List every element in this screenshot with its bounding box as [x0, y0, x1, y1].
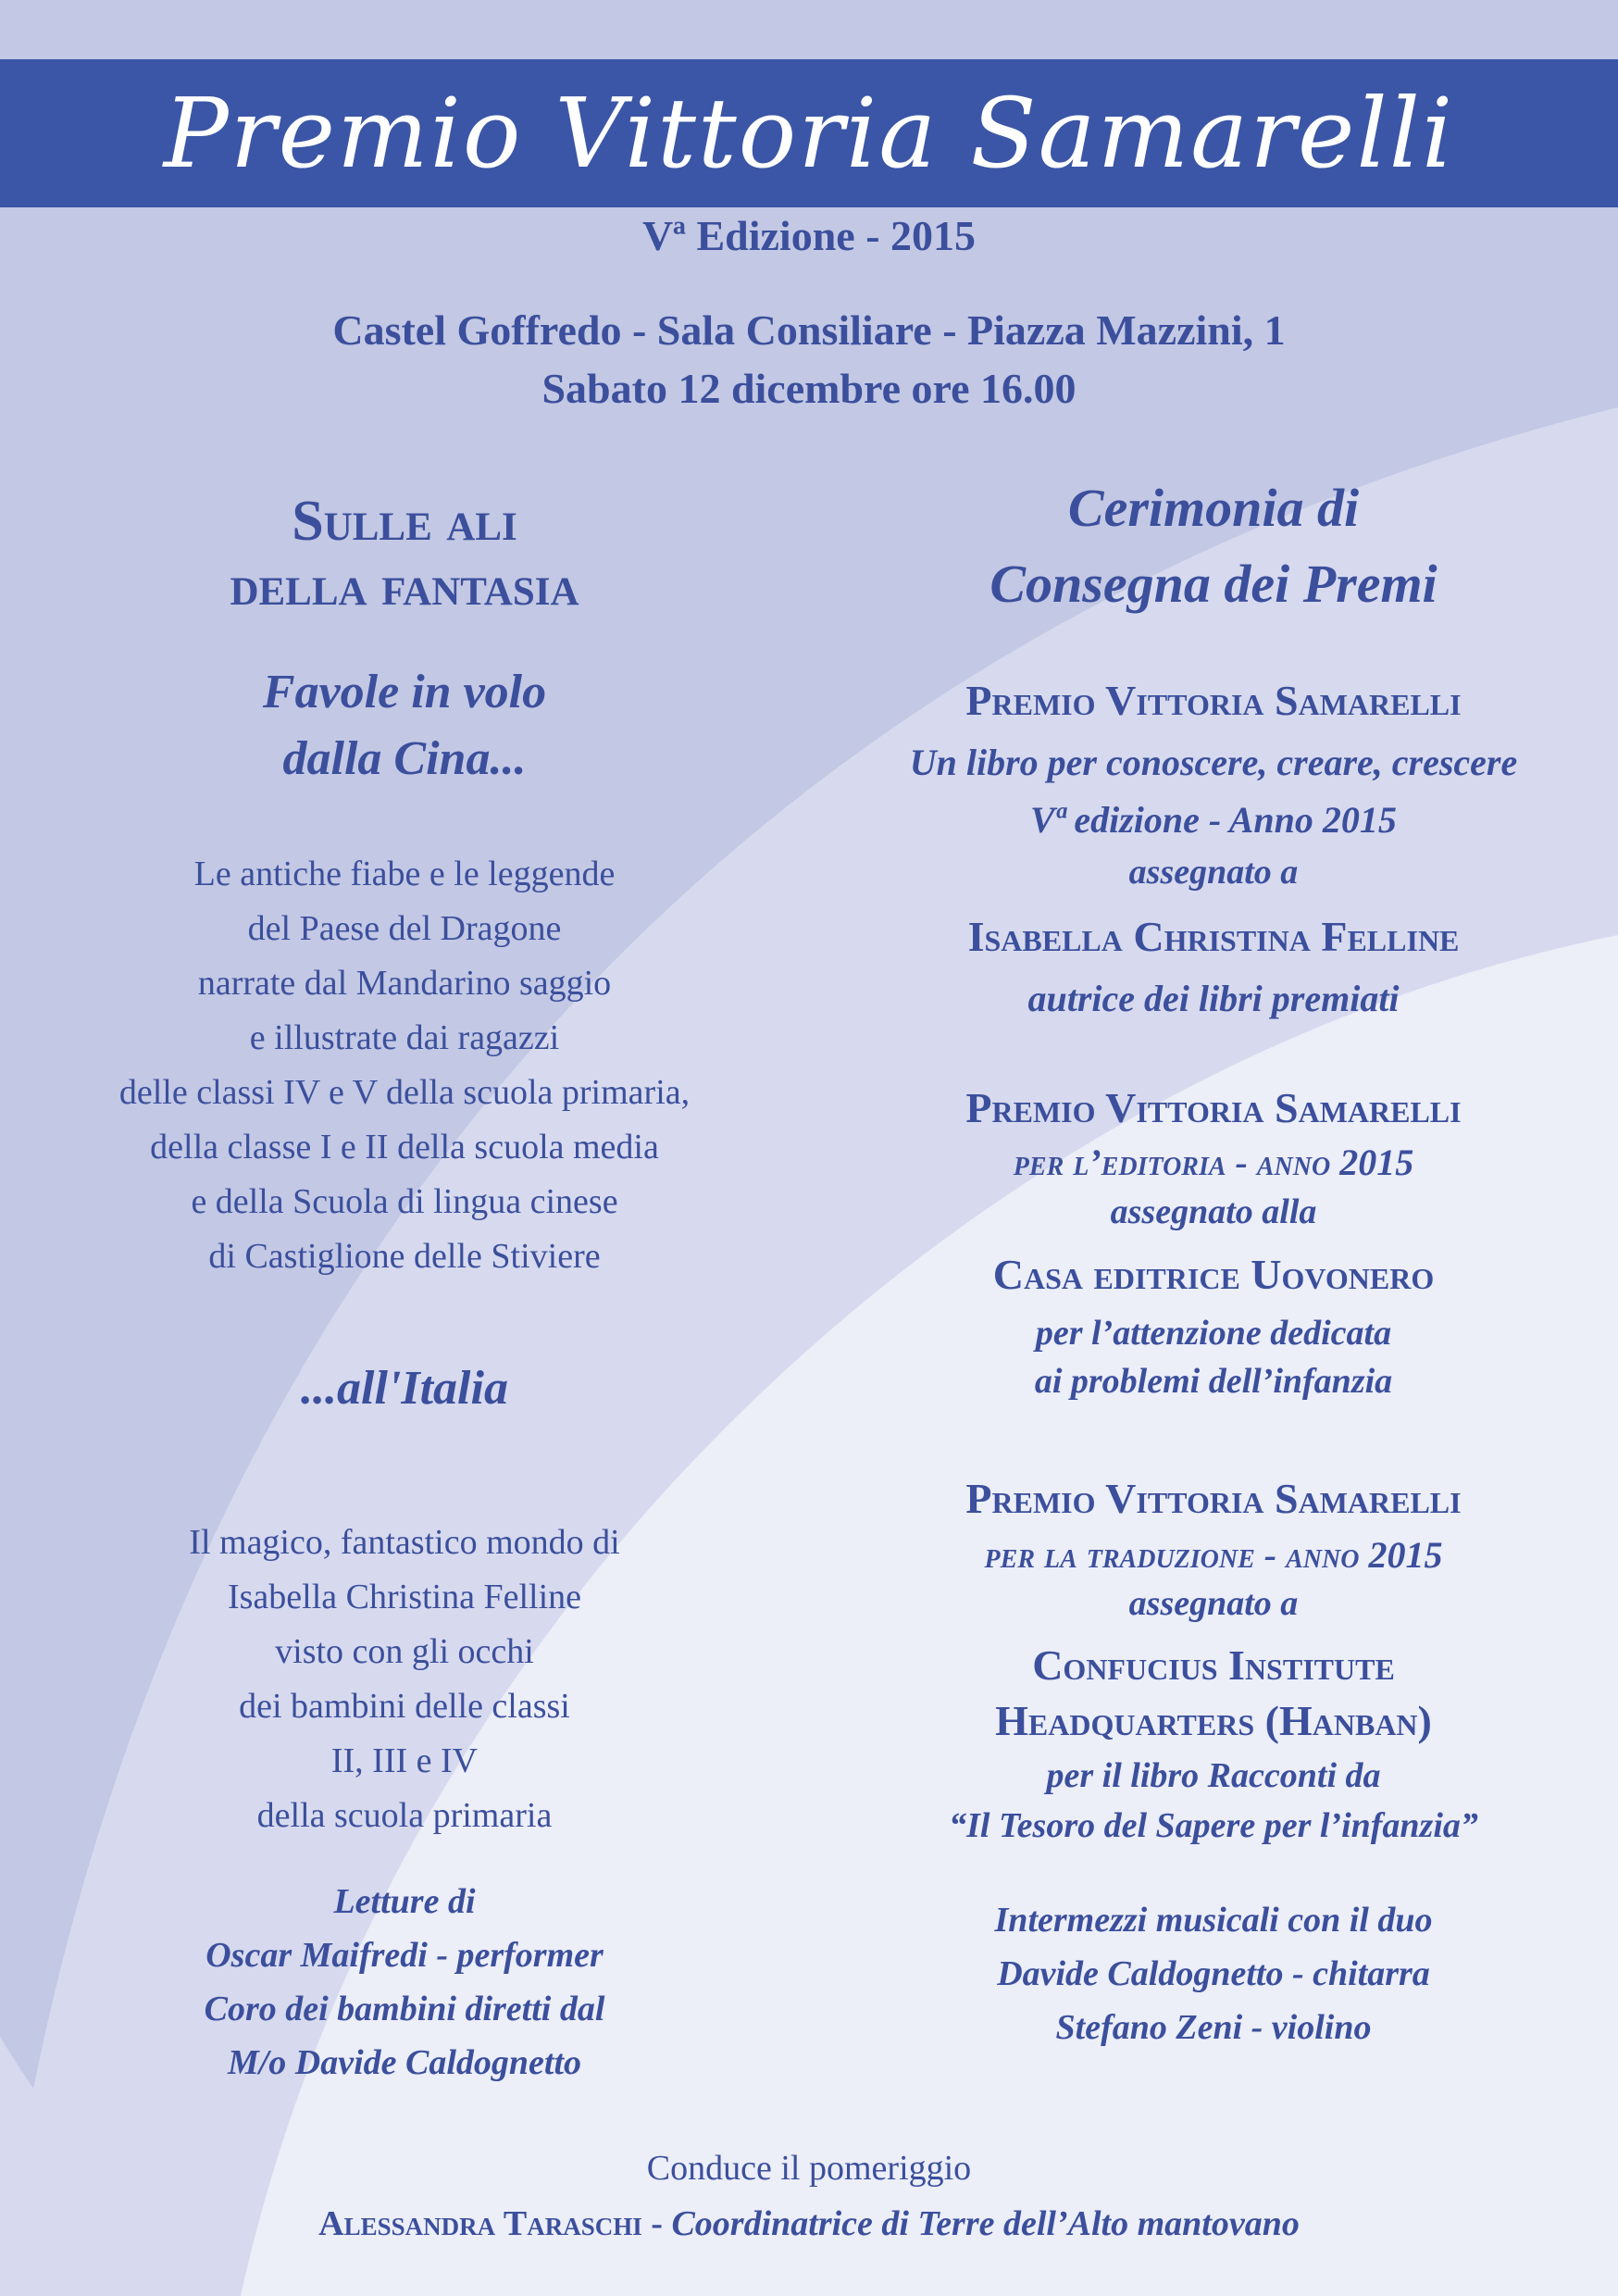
prize1-winner: Isabella Christina Felline — [967, 913, 1460, 960]
left-desc1-line: delle classi IV e V della scuola primaria, — [118, 1073, 691, 1112]
left-subtitle-line2: dalla Cina... — [282, 732, 527, 785]
music-line: Davide Caldognetto - chitarra — [997, 1954, 1430, 1993]
prize3-line1: per la traduzione - anno 2015 — [984, 1534, 1443, 1576]
prize3-note2: “Il Tesoro del Sapere per l’infanzia” — [949, 1806, 1478, 1845]
footer-role: Coordinatrice di Terre dell’Alto mantovano — [671, 2204, 1300, 2243]
left-readings-line: Oscar Maifredi - performer — [205, 1936, 604, 1975]
prize1-assigned: assegnato a — [1128, 853, 1299, 892]
left-desc1-line: del Paese del Dragone — [247, 909, 562, 948]
prize2-note2: ai problemi dell’infanzia — [1034, 1362, 1393, 1401]
right-title-line1: Cerimonia di — [1067, 478, 1360, 538]
prize2-assigned: assegnato alla — [1110, 1192, 1317, 1231]
footer-name: Alessandra Taraschi — [318, 2204, 642, 2243]
music-line: Intermezzi musicali con il duo — [994, 1901, 1433, 1940]
left-desc1-line: e illustrate dai ragazzi — [249, 1018, 560, 1057]
edition-label: Vª Edizione - 2015 — [641, 212, 977, 259]
prize3-winner-line2: Headquarters (Hanban) — [995, 1697, 1432, 1744]
prize3-assigned: assegnato a — [1128, 1584, 1299, 1623]
left-readings-line: Coro dei bambini diretti dal — [204, 1990, 605, 2028]
left-desc1-line: della classe I e II della scuola media — [150, 1128, 659, 1167]
event-date: Sabato 12 dicembre ore 16.00 — [541, 365, 1077, 412]
prize3-name: Premio Vittoria Samarelli — [965, 1475, 1462, 1522]
prize3-winner-line1: Confucius Institute — [1032, 1641, 1395, 1689]
music-line: Stefano Zeni - violino — [1055, 2008, 1372, 2047]
left-desc2-line: II, III e IV — [330, 1741, 479, 1780]
left-readings-line: Letture di — [333, 1882, 476, 1921]
left-desc2-line: della scuola primaria — [256, 1796, 553, 1835]
left-desc2-line: Il magico, fantastico mondo di — [189, 1523, 620, 1562]
footer-line2 — [0, 2203, 1618, 2244]
event-location: Castel Goffredo - Sala Consiliare - Piazza Mazzini, 1 — [332, 306, 1286, 354]
left-desc2-line: visto con gli occhi — [275, 1632, 534, 1671]
event-title: Premio Vittoria Samarelli — [163, 77, 1455, 190]
left-desc1-line: di Castiglione delle Stiviere — [208, 1237, 601, 1276]
left-desc2-line: Isabella Christina Felline — [227, 1578, 582, 1616]
prize1-note: autrice dei libri premiati — [1027, 978, 1400, 1019]
left-desc1-line: narrate dal Mandarino saggio — [197, 964, 612, 1003]
right-title-line2: Consegna dei Premi — [989, 554, 1438, 614]
left-subtitle2: ...all'Italia — [301, 1362, 508, 1415]
left-readings-line: M/o Davide Caldognetto — [227, 2043, 582, 2082]
prize2-note1: per l’attenzione dedicata — [1035, 1314, 1392, 1353]
left-title-line1: Sulle ali — [292, 490, 517, 553]
left-desc2-line: dei bambini delle classi — [239, 1687, 570, 1726]
prize2-line1: per l’editoria - anno 2015 — [1013, 1142, 1414, 1183]
left-subtitle-line1: Favole in volo — [262, 666, 547, 718]
prize1-line1: Un libro per conoscere, creare, crescere — [909, 742, 1518, 783]
left-title-line2: della fantasia — [230, 555, 579, 618]
footer-line1: Conduce il pomeriggio — [646, 2149, 972, 2188]
left-desc1-line: Le antiche fiabe e le leggende — [193, 855, 616, 893]
prize1-name: Premio Vittoria Samarelli — [965, 677, 1462, 724]
prize2-name: Premio Vittoria Samarelli — [965, 1084, 1462, 1131]
prize1-line2: Vª edizione - Anno 2015 — [1030, 799, 1397, 841]
left-desc1-line: e della Scuola di lingua cinese — [191, 1182, 618, 1221]
prize3-note1: per il libro Racconti da — [1046, 1756, 1381, 1795]
footer-separator: - — [641, 2204, 672, 2243]
prize2-winner: Casa editrice Uovonero — [992, 1251, 1435, 1298]
